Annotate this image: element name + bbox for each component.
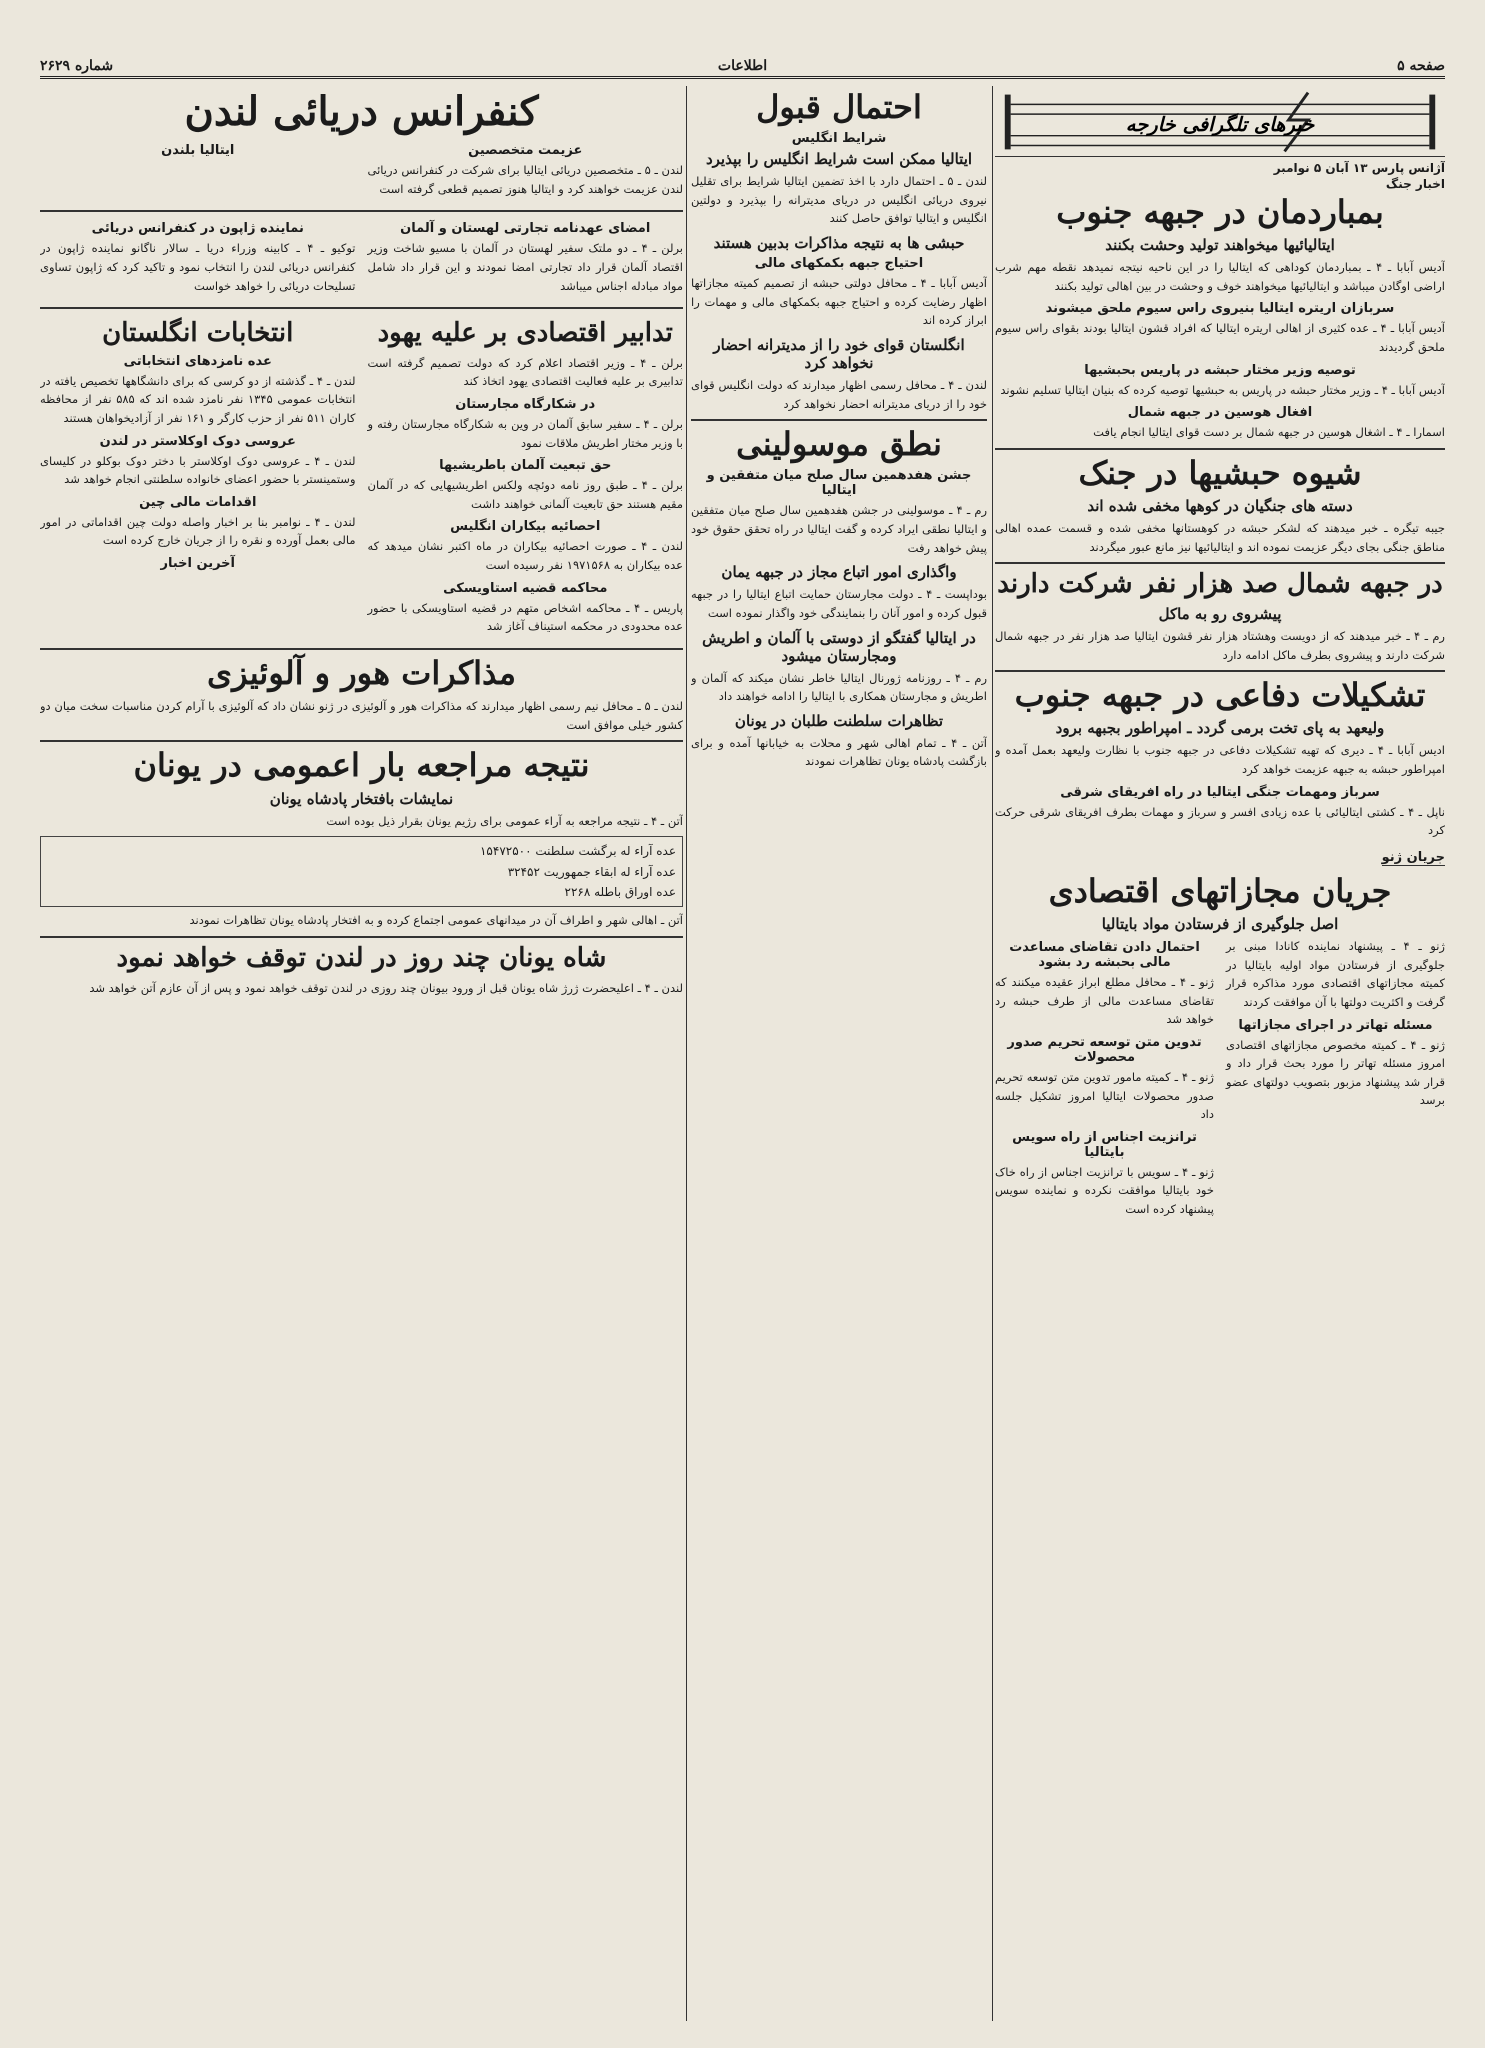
headline: نطق موسولینی (736, 425, 942, 464)
headline: شیوه حبشیها در جنک (1078, 453, 1362, 492)
subcolumn (368, 315, 684, 642)
subheadline: عزیمت متخصصین (468, 143, 583, 158)
column-world-news (40, 86, 683, 2021)
subheadline: محاکمه قضیه استاویسکی (443, 580, 608, 596)
two-column-block (40, 218, 683, 301)
subheadline: احصائیه بیکاران انگلیس (450, 519, 601, 535)
two-column-block (40, 315, 683, 642)
article-body: ژنو ـ ۴ ـ سویس با ترانزیت اجناس از راه خاک خود بایتالیا موافقت نکرده و نماینده سویس پیشنهاد کرده است (995, 1164, 1214, 1217)
article-body: آتن ـ اهالی شهر و اطراف آن در میدانهای عمومی اجتماع کرده و به افتخار پادشاه یونان تظاهرات نمودند (189, 913, 683, 928)
article-body: آدیس آبابا ـ ۴ ـ بمباردمان کوداهی که ایتالیا را در این ناحیه نیتجه نمیدهد نقطه مهم شرب اراضی اوگادن میباشد و ایتالیائیها میخواهند خوف و وحشت در بین اهالی تولید بکنند (995, 260, 1445, 293)
subheadline: عده نامزدهای انتخاباتی (123, 353, 272, 369)
article-body: لندن ـ ۴ ـ گذشته از دو کرسی که برای دانشگاهها تخصیص یافته در انتخابات عمومی ۱۳۴۵ نفر نامزد شده اند که ۵۸۵ نفر از محافظه کاران ۵۱۱ نفر از حزب کارگر و ۱۶۱ نفر از آزادیخواهان هستند (40, 373, 356, 425)
section-tag: جریان ژنو (1381, 849, 1445, 865)
subheadline: ایتالیا بلندن (161, 143, 235, 158)
article-body: رم ـ ۴ ـ روزنامه ژورنال ایتالیا خاطر نشان میکند که آلمان و اطریش و مجارستان همکاری با ایتالیا را ادامه خواهند داد (691, 670, 987, 704)
vote-line: عده اوراق باطله ۲۲۶۸ (564, 885, 676, 899)
article-body: لندن ـ ۵ ـ متخصصین دریائی ایتالیا برای شرکت در کنفرانس دریائی لندن عزیمت خواهند کرد و ایتالیا هنوز تصمیم قطعی گرفته است (367, 163, 683, 196)
signature: آخرین اخبار (160, 556, 235, 572)
subheadline: ایتالیا ممکن است شرایط انگلیس را بپذیرد (705, 150, 973, 169)
divider (995, 448, 1445, 450)
headline: تشکیلات دفاعی در جبهه جنوب (1014, 676, 1426, 715)
article-body: ژنو ـ ۴ ـ پیشنهاد نماینده کانادا مبنی بر جلوگیری از فرستادن مواد اولیه بایتالیا در کمیته مجازاتهای اقتصادی مورد مذاکره قرار گرفت و اکثریت دولتها با آن موافقت کردند (1226, 939, 1445, 1009)
page-number: صفحه ۵ (1397, 58, 1445, 74)
subheadline: دسته های جنگیان در کوهها مخفی شده اند (1087, 497, 1353, 516)
article-body: آدیس آبابا ـ ۴ ـ عده کثیری از اهالی اریتره ایتالیا که افراد قشون ایتالیا بودند بقوای راس سیوم ملحق گردیدند (995, 321, 1445, 355)
divider (40, 307, 683, 309)
subheadline: عروسی دوک اوکلاستر در لندن (99, 433, 296, 449)
article-body: بوداپست ـ ۴ ـ دولت مجارستان حمایت اتباع ایتالیا را در جبهه قبول کرده و امور آنان را بنمایندگی خود واگذار نموده است (691, 587, 987, 620)
referendum-results (40, 836, 683, 907)
issue-number: شماره ۲۶۲۹ (40, 58, 114, 74)
subheadline: حبشی ها به نتیجه مذاکرات بدبین هستند (713, 234, 965, 253)
paper-name: اطلاعات (717, 58, 768, 74)
subheadline: تدوین متن توسعه تحریم صدور محصولات (1007, 1034, 1202, 1065)
article-body: آتن ـ ۴ ـ نتیجه مراجعه به آراء عمومی برای رژیم یونان بقرار ذیل بوده است (326, 813, 683, 828)
headline: بمباردمان در جبهه جنوب (1056, 193, 1384, 231)
subheadline: ترانزیت اجناس از راه سویس بایتالیا (1012, 1129, 1197, 1160)
subcolumn (40, 315, 356, 642)
subheadline: توصیه وزیر مختار حبشه در پاریس بحبشیها (1084, 362, 1356, 378)
article-body: لندن ـ ۴ ـ محافل رسمی اظهار میدارند که دولت انگلیس قوای خود را از دریای مدیترانه احضار نخواهد کرد (691, 377, 987, 411)
subcolumn (368, 140, 684, 204)
article-body: جیبه تیگره ـ خبر میدهند که لشکر حبشه در کوهستانها مخفی شده و قسمت عمده اهالی مناطق جنگی بجای دیگر عزیمت نموده اند و ایتالیائیها نیز مانع عبور میگردند (995, 521, 1445, 554)
divider (40, 648, 683, 650)
divider (40, 740, 683, 742)
article-body: برلن ـ ۴ ـ وزیر اقتصاد اعلام کرد که دولت تصمیم گرفته است تدابیری بر علیه فعالیت اقتصادی یهود اتخاذ کند (367, 355, 683, 389)
divider (40, 936, 683, 938)
subcolumn (1226, 937, 1445, 1225)
article-body: توکیو ـ ۴ ـ کابینه وزراء دریا ـ سالار ناگانو نماینده ژاپون در کنفرانس دریائی لندن را انتخاب نمود و تاکید کرد که ژاپون تساوی تسلیحات دریائی را خواهد خواست (40, 241, 356, 293)
subheadline: احتمال دادن تقاضای مساعدت مالی بحبشه رد بشود (1009, 940, 1200, 971)
article-body: آدیس آبابا ـ ۴ ـ وزیر مختار حبشه در پاریس به حبشیها توصیه کرده که بنیان ایتالیا تسلیم نشوند (1000, 382, 1445, 397)
article-body: لندن ـ ۴ ـ اعلیحضرت ژرژ شاه یونان قبل از ورود بیونان چند روزی در لندن توقف خواهد نمود و پس از آن عازم آتن خواهد شد (89, 980, 683, 995)
headline: جریان مجازاتهای اقتصادی (1048, 871, 1392, 910)
subheadline: پیشروی رو به ماکل (1158, 604, 1282, 623)
article-body: آدیس آبابا ـ ۴ ـ محافل دولتی حبشه از تصمیم کمیته مجازاتها اظهار رضایت کرده و احتیاج جبهه بکمکهای مالی و مهمات را ابراز کرده اند (691, 276, 987, 328)
subheadline: ایتالیائیها میخواهند تولید وحشت بکنند (1105, 236, 1335, 255)
war-news-label: اخبار جنگ (1385, 177, 1445, 191)
divider (995, 670, 1445, 672)
vote-line: عده آراء له ابقاء جمهوریت ۳۲۴۵۲ (507, 864, 676, 879)
article-body: لندن ـ ۴ ـ عروسی دوک اوکلاستر با دختر دوک بوکلو در کلیسای وستمینستر با حضور اعضای خانواده سلطنتی انجام خواهد شد (40, 453, 356, 487)
article-body: اسمارا ـ ۴ ـ اشغال هوسین در جبهه شمال بر دست قوای ایتالیا انجام یافت (1093, 425, 1445, 440)
headline: احتمال قبول (756, 88, 922, 126)
article-body: ادیس آبابا ـ ۴ ـ دیری که تهیه تشکیلات دفاعی در جبهه جنوب با نظارت ولیعهد بعمل آمده و امپراطور حبشه به جبهه عزیمت خواهد کرد (995, 743, 1445, 777)
subheadline: اقدامات مالی چین (139, 494, 257, 510)
article-body: لندن ـ ۵ ـ احتمال دارد با اخذ تضمین ایتالیا شرایط برای تقلیل نیروی دریائی انگلیس در دریای مدیترانه را بپذیرد و دولتین انگلیس و ایتالیا توافق حاصل کنند (691, 174, 987, 226)
article-body: رم ـ ۴ ـ موسولینی در جشن هفدهمین سال صلح میان متفقین و ایتالیا نطقی ایراد کرده و گفت ایتالیا در راه تحقق حقوق خود پیش خواهد رفت (691, 503, 987, 555)
vote-line: عده آراء له برگشت سلطنت ۱۵۴۷۲۵۰۰ (479, 844, 676, 859)
subheadline: اصل جلوگیری از فرستادن مواد بایتالیا (1101, 915, 1339, 934)
article-body: رم ـ ۴ ـ خبر میدهند که از دویست وهشتاد هزار نفر قشون ایتالیا صد هزار نفر در جبهه شمال شرکت دارند و پیشروی بطرف ماکل ادامه دارد (995, 628, 1445, 662)
subheadline: شرایط انگلیس (791, 131, 887, 147)
column-foreign-news (995, 86, 1445, 2021)
subheadline: جشن هفدهمین سال صلح میان متفقین و ایتالیا (706, 468, 972, 499)
subheadline: احتیاج جبهه بکمکهای مالی (754, 256, 924, 272)
subheadline: سرباز ومهمات جنگی ایتالیا در راه افریقای شرقی (1060, 784, 1380, 800)
article-body: برلن ـ ۴ ـ دو ملتک سفیر لهستان در آلمان با مسیو شاخت وزیر اقتصاد آلمان قرار داد تجارتی امضا نمودند و این قرار داد شامل مواد مبادله اجناس میباشد (367, 241, 683, 293)
subheadline: در ایتالیا گفتگو از دوستی با آلمان و اطریش ومجارستان میشود (702, 628, 976, 665)
column-rule (992, 86, 993, 2021)
foreign-news-title: خبرهای تلگرافی خارجه (1125, 112, 1315, 136)
headline: شاه یونان چند روز در لندن توقف خواهد نمود (116, 943, 607, 974)
subheadline: سربازان اریتره ایتالیا بنیروی راس سیوم ملحق میشوند (1045, 301, 1395, 317)
divider (995, 562, 1445, 564)
subheadline: تظاهرات سلطنت طلبان در یونان (734, 711, 944, 730)
article-body: ژنو ـ ۴ ـ کمیته مامور تدوین متن توسعه تحریم صدور محصولات ایتالیا امروز تشکیل جلسه داد (995, 1069, 1214, 1122)
article-body: برلن ـ ۴ ـ سفیر سابق آلمان در وین به شکارگاه مجارستان رفته و با وزیر مختار اطریش ملاقات نمود (367, 416, 683, 450)
subheadline: مسئله تهاتر در اجرای مجازاتها (1238, 1017, 1433, 1033)
column-rule (686, 86, 687, 2021)
subheadline: حق تبعیت آلمان باطریشیها (439, 458, 612, 474)
subheadline: ولیعهد به پای تخت برمی گردد ـ امپراطور بجبهه برود (1055, 719, 1385, 738)
article-body: لندن ـ ۴ ـ صورت احصائیه بیکاران در ماه اکتبر نشان میدهد که عده بیکاران به ۱۹۷۱۵۶۸ نفر رسیده است (367, 539, 683, 573)
article-body: ناپل ـ ۴ ـ کشتی ایتالیائی با عده زیادی افسر و سرباز و مهمات بطرف افریقای شرقی حرکت کرد (995, 804, 1445, 838)
headline: مذاکرات هور و آلوئیزی (207, 653, 516, 692)
subheadline: نماینده ژاپون در کنفرانس دریائی (91, 221, 304, 237)
column-diplomacy (691, 86, 987, 2021)
article-body: آتن ـ ۴ ـ تمام اهالی شهر و محلات به خیابانها آمده و برای بازگشت پادشاه یونان تظاهرات نمودند (691, 735, 987, 769)
headline: کنفرانس دریائی لندن (184, 88, 539, 135)
divider (40, 210, 683, 212)
subheadline: انگلستان قوای خود را از مدیترانه احضار نخواهد کرد (713, 335, 965, 372)
telegraph-pole-icon (995, 86, 1445, 156)
headline: انتخابات انگلستان (102, 318, 294, 349)
subheadline: افغال هوسین در جبهه شمال (1127, 405, 1313, 421)
subcolumn (368, 218, 684, 301)
subheadline: امضای عهدنامه تجارتی لهستان و آلمان (400, 221, 651, 237)
article-body: برلن ـ ۴ ـ طبق روز نامه دوئچه ولکس اطریشیهایی که در آلمان مقیم هستند حق تابعیت آلمانی خواهند داشت (367, 478, 683, 511)
headline: نتیجه مراجعه بار اعمومی در یونان (133, 746, 590, 785)
article-body: پاریس ـ ۴ ـ محاکمه اشخاص متهم در قضیه استاویسکی با حضور عده محدودی در محکمه استیناف آغاز شد (367, 600, 683, 634)
two-column-block (40, 140, 683, 204)
article-body: لندن ـ ۵ ـ محافل نیم رسمی اظهار میدارند که مذاکرات هور و آلوئیزی در ژنو نشان داد که آلوئیزی با آرام کردن مناسبات سخت میان دو کشور خیلی موافق است (40, 699, 683, 732)
headline: تدابیر اقتصادی بر علیه یهود (377, 318, 673, 349)
article-body: ژنو ـ ۴ ـ محافل مطلع ابراز عقیده میکنند که تقاضای مساعدت مالی از طرف حبشه رد خواهد شد (995, 975, 1214, 1027)
divider (691, 419, 987, 421)
foreign-news-logo (995, 86, 1445, 157)
masthead (40, 58, 1445, 79)
subheadline: در شکارگاه مجارستان (455, 396, 596, 412)
article-body: ژنو ـ ۴ ـ کمیته مخصوص مجازاتهای اقتصادی امروز مسئله تهاتر را مورد بحث قرار داد و قرار شد پیشنهاد مزبور بتصویب دولتهای عضو برسد (1226, 1037, 1445, 1108)
subcolumn (40, 140, 356, 204)
subcolumn (40, 218, 356, 301)
subheadline: نمایشات بافتخار پادشاه یونان (269, 789, 454, 808)
subheadline: واگذاری امور اتباع مجاز در جبهه یمان (721, 563, 957, 582)
subcolumn (995, 937, 1214, 1225)
article-body: لندن ـ ۴ ـ نوامبر بنا بر اخبار واصله دولت چین اقداماتی در امور مالی بعمل آورده و نقره را از جریان خارج کرده است (40, 514, 356, 548)
agency-line: آژانس پارس ۱۳ آبان ۵ نوامبر (1273, 161, 1445, 175)
headline: در جبهه شمال صد هزار نفر شرکت دارند (997, 569, 1443, 600)
two-column-block (995, 937, 1445, 1225)
